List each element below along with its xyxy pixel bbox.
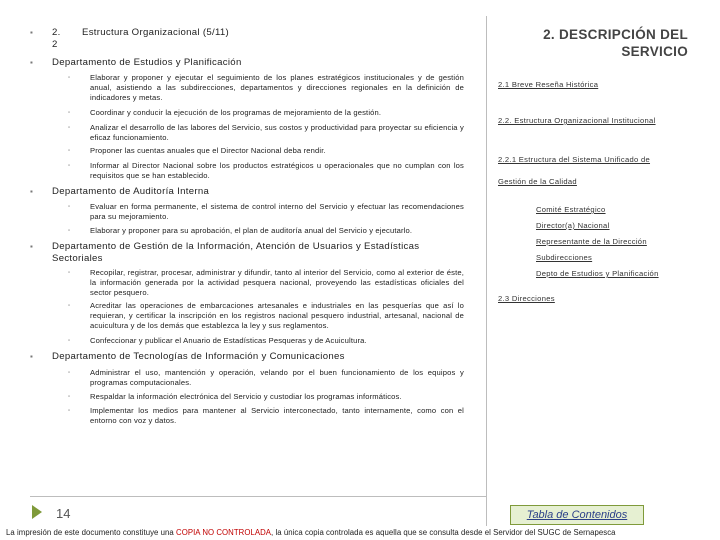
bullet-icon: ▫ xyxy=(68,204,71,210)
bullet-icon: ▫ xyxy=(68,270,71,276)
page-marker-icon xyxy=(32,505,42,519)
bullet-icon: ▫ xyxy=(68,110,71,116)
sidebar-link-comite-estrategico[interactable]: Comité Estratégico xyxy=(536,205,606,214)
bullet-icon: ▫ xyxy=(68,163,71,169)
sidebar-title: 2. DESCRIPCIÓN DEL SERVICIO xyxy=(543,27,688,59)
sidebar-link-director-nacional[interactable]: Director(a) Nacional xyxy=(536,221,610,230)
section-title: Estructura Organizacional (5/11) xyxy=(82,27,229,38)
bullet-icon: ▫ xyxy=(68,408,71,414)
sidebar-link-direcciones[interactable]: 2.3 Direcciones xyxy=(498,294,555,303)
department-name: Departamento de Gestión de la Información, Atención de Usuarios y Estadísticas Sectoriales xyxy=(52,241,420,264)
toc-button[interactable]: Tabla de Contenidos xyxy=(510,505,644,525)
sidebar-link-representante-direccion[interactable]: Representante de la Dirección xyxy=(536,237,647,246)
uncontrolled-copy-label: COPIA NO CONTROLADA xyxy=(176,528,272,537)
bullet-icon: ▫ xyxy=(68,148,71,154)
section-number: 2. 2 xyxy=(52,27,61,50)
sidebar-link-resena-historica[interactable]: 2.1 Breve Reseña Histórica xyxy=(498,80,599,89)
sidebar-link-estructura-sugc[interactable]: 2.2.1 Estructura del Sistema Unificado de xyxy=(498,155,651,164)
bullet-icon: ▫ xyxy=(68,303,71,309)
footer-notice: La impresión de este documento constituye una COPIA NO CONTROLADA, la única copia controlada es aquella que se consulta desde el Servidor del SUGC de Sernapesca xyxy=(6,528,616,537)
page-number: 14 xyxy=(56,506,71,521)
bullet-icon: ▪ xyxy=(30,28,34,37)
bullet-icon: ▫ xyxy=(68,75,71,81)
sidebar-link-depto-estudios[interactable]: Depto de Estudios y Planificación xyxy=(536,269,659,278)
bullet-icon: ▫ xyxy=(68,228,71,234)
bullet-icon: ▪ xyxy=(30,352,34,361)
bullet-icon: ▪ xyxy=(30,187,34,196)
bullet-icon: ▪ xyxy=(30,242,34,251)
sidebar-link-subdirecciones[interactable]: Subdirecciones xyxy=(536,253,593,262)
department-name: Departamento de Estudios y Planificación xyxy=(52,57,242,68)
bullet-icon: ▫ xyxy=(68,370,71,376)
vertical-divider xyxy=(486,16,487,526)
sidebar-link-gestion-calidad[interactable]: Gestión de la Calidad xyxy=(498,177,577,186)
bullet-icon: ▫ xyxy=(68,125,71,131)
bullet-icon: ▫ xyxy=(68,394,71,400)
horizontal-divider xyxy=(30,496,486,497)
sidebar-link-estructura-organizacional[interactable]: 2.2. Estructura Organizacional Institucional xyxy=(498,116,656,125)
bullet-icon: ▫ xyxy=(68,338,71,344)
department-name: Departamento de Auditoría Interna xyxy=(52,186,210,197)
department-name: Departamento de Tecnologías de Información y Comunicaciones xyxy=(52,351,345,362)
bullet-icon: ▪ xyxy=(30,58,34,67)
